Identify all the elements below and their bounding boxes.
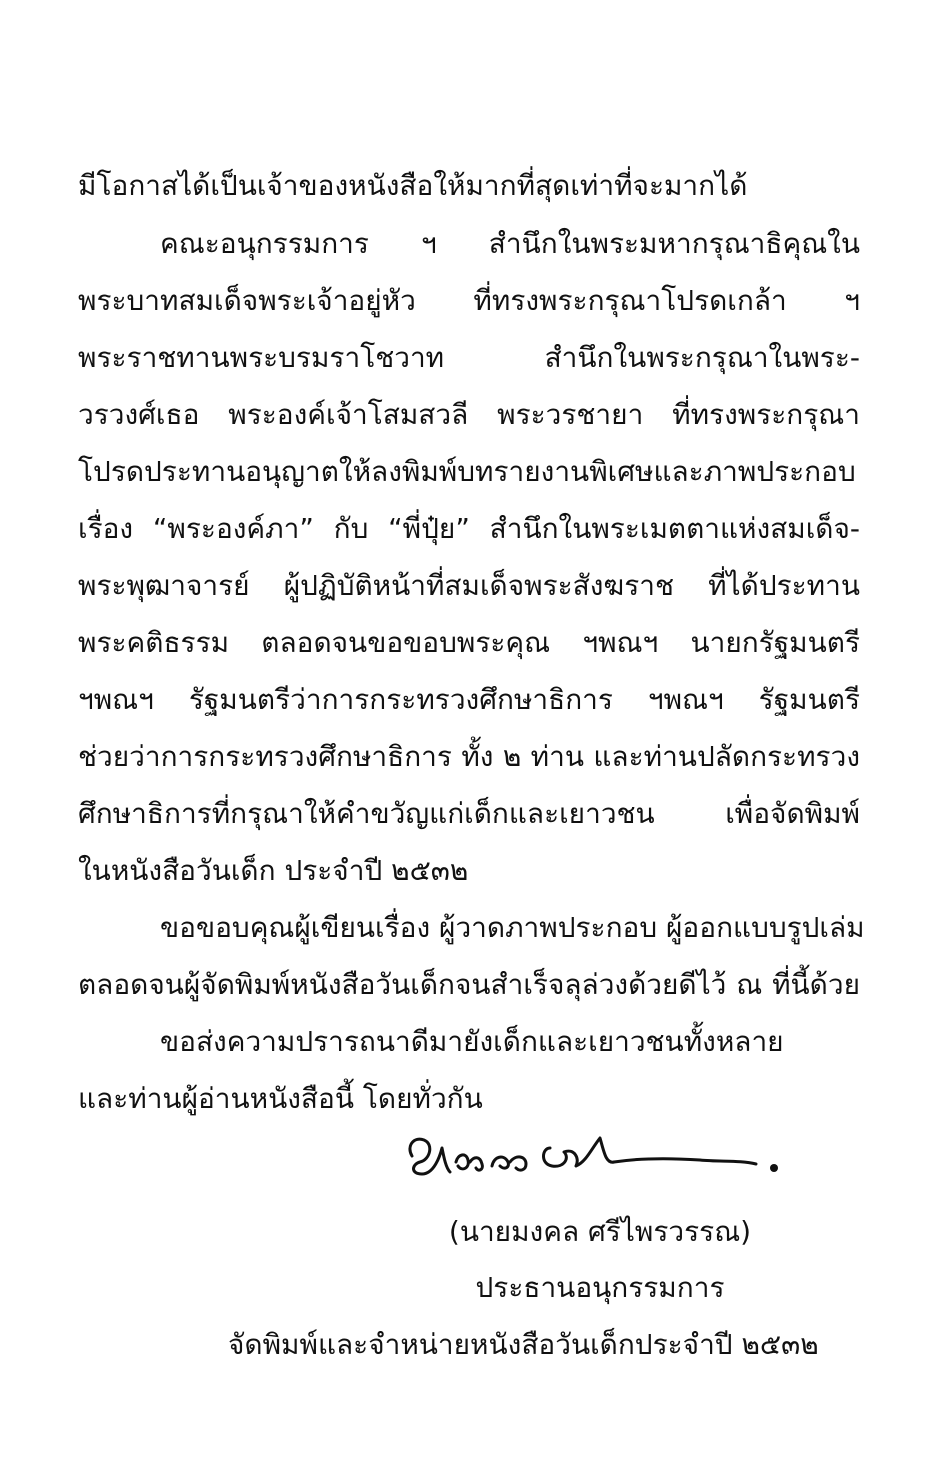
paragraph-line: วรวงศ์เธอ พระองค์เจ้าโสมสวลี พระวรชายา ที่ทรงพระกรุณา xyxy=(78,398,860,431)
paragraph-line: ขอส่งความปรารถนาดีมายังเด็กและเยาวชนทั้งหลาย xyxy=(160,1025,784,1058)
paragraph-line: มีโอกาสได้เป็นเจ้าของหนังสือให้มากที่สุดเท่าที่จะมากได้ xyxy=(78,169,748,202)
paragraph-line: ในหนังสือวันเด็ก ประจำปี ๒๕๓๒ xyxy=(78,854,469,887)
paragraph-line: พระคติธรรม ตลอดจนขอขอบพระคุณ ฯพณฯ นายกรัฐมนตรี xyxy=(78,626,860,659)
paragraph-line: พระราชทานพระบรมราโชวาท สำนึกในพระกรุณาในพระ- xyxy=(78,341,860,374)
paragraph-line: พระพุฒาจารย์ ผู้ปฏิบัติหน้าที่สมเด็จพระสังฆราช ที่ได้ประทาน xyxy=(78,569,860,602)
paragraph-line: พระบาทสมเด็จพระเจ้าอยู่หัว ที่ทรงพระกรุณาโปรดเกล้า ฯ xyxy=(78,284,860,317)
paragraph-line: เรื่อง “พระองค์ภา” กับ “พี่ปุ๋ย” สำนึกในพระเมตตาแห่งสมเด็จ- xyxy=(78,512,860,545)
paragraph-line: ตลอดจนผู้จัดพิมพ์หนังสือวันเด็กจนสำเร็จลุล่วงด้วยดีไว้ ณ ที่นี้ด้วย xyxy=(78,968,860,1001)
paragraph-line: คณะอนุกรรมการ ฯ สำนึกในพระมหากรุณาธิคุณใน xyxy=(160,227,860,260)
signatory-position: ประธานอนุกรรมการ xyxy=(475,1271,725,1304)
paragraph-line: และท่านผู้อ่านหนังสือนี้ โดยทั่วกัน xyxy=(78,1082,483,1115)
paragraph-line: ช่วยว่าการกระทรวงศึกษาธิการ ทั้ง ๒ ท่าน และท่านปลัดกระทรวง xyxy=(78,740,860,773)
paragraph-line: โปรดประทานอนุญาตให้ลงพิมพ์บทรายงานพิเศษและภาพประกอบ xyxy=(78,455,856,488)
paragraph-line: ศึกษาธิการที่กรุณาให้คำขวัญแก่เด็กและเยาวชน เพื่อจัดพิมพ์ xyxy=(78,797,860,830)
paragraph-line: ฯพณฯ รัฐมนตรีว่าการกระทรวงศึกษาธิการ ฯพณฯ รัฐมนตรี xyxy=(78,683,860,716)
handwritten-signature xyxy=(400,1118,800,1188)
signatory-organization: จัดพิมพ์และจำหน่ายหนังสือวันเด็กประจำปี ๒๕๓๒ xyxy=(228,1328,819,1361)
paragraph-line: ขอขอบคุณผู้เขียนเรื่อง ผู้วาดภาพประกอบ ผู้ออกแบบรูปเล่ม xyxy=(160,911,865,944)
signatory-name: (นายมงคล ศรีไพรวรรณ) xyxy=(448,1215,752,1248)
